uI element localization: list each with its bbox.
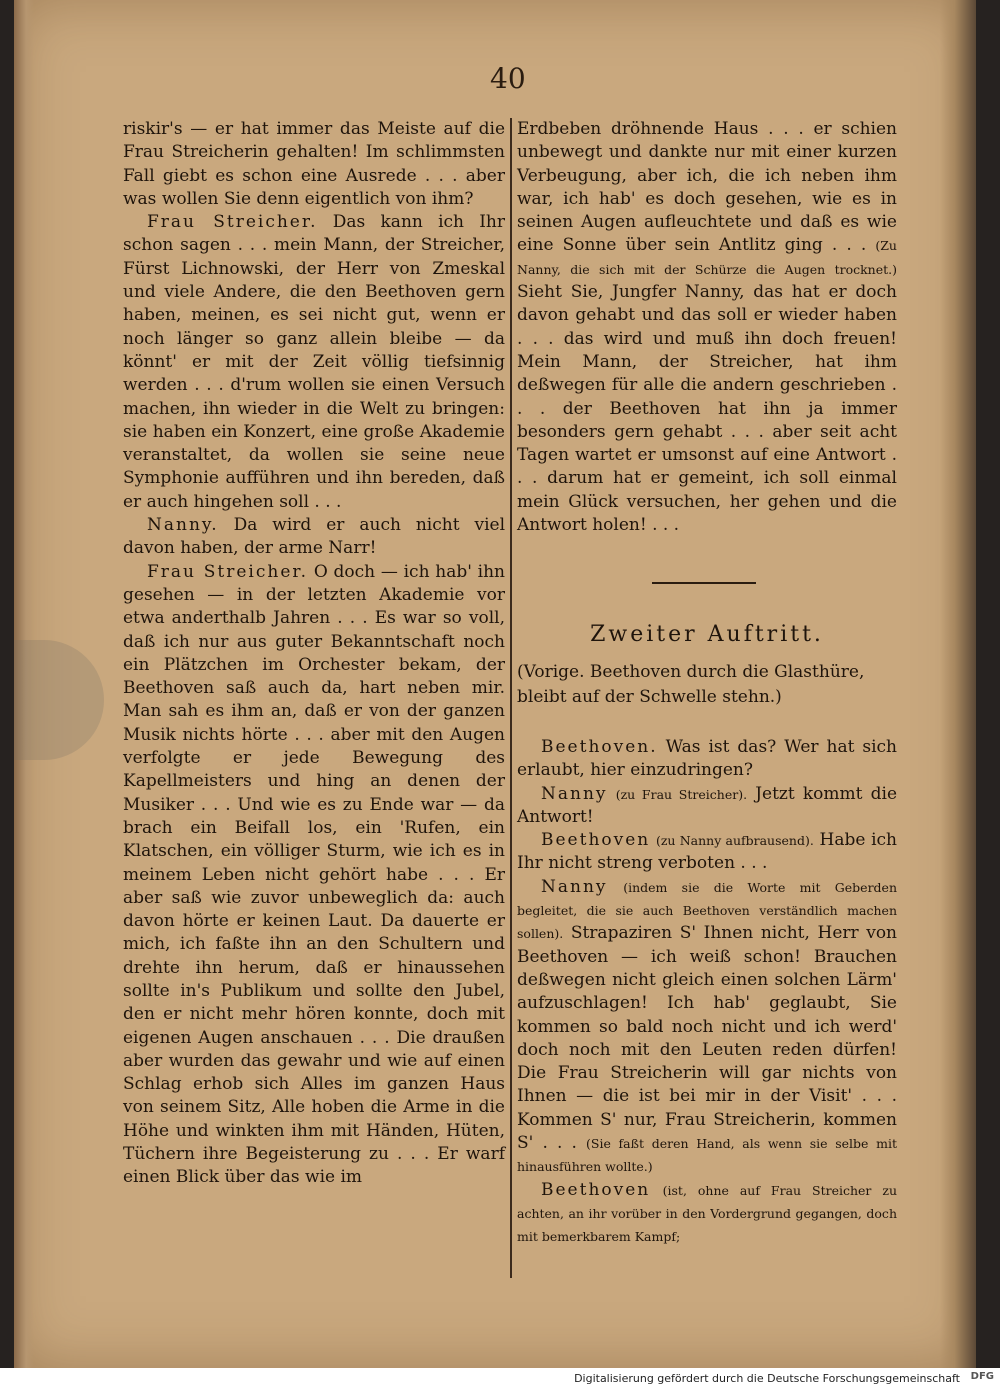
section-rule: [652, 582, 756, 584]
speaker-name: Beethoven: [541, 830, 651, 851]
stage-direction: (zu Frau Streicher).: [615, 786, 748, 802]
paragraph: [517, 783, 897, 830]
stage-direction: (indem sie die Worte mit Geberden begleitet, die sie auch Beethoven verständlich machen sollen).: [517, 879, 897, 942]
paragraph-text: Das kann ich Ihr schon sagen . . . mein Mann, der Streicher, Fürst Lichnowski, der Herr von Zmeskal und viele Andere, die den Beethoven gern haben, meinen, es sei nicht gut, wenn er noch länger so ganz allein bleibe — da könnt' er mit der Zeit völlig tiefsinnig werden . . . d'rum wollen sie einen Versuch machen, ihn wieder in die Welt zu bringen: sie haben ein Konzert, eine große Akademie veranstaltet, da wollen sie seine neue Symphonie aufführen und ihn bereden, daß er auch hingehen soll . . .: [123, 212, 505, 512]
paragraph-text: riskir's — er hat immer das Meiste auf die Frau Streicherin gehalten! Im schlimmsten Fall giebt es schon eine Ausrede . . . aber was wollen Sie denn eigentlich von ihm?: [123, 119, 505, 209]
paragraph-text: Jetzt kommt die Antwort!: [517, 783, 898, 827]
paragraph: [517, 736, 897, 783]
speaker-name: Beethoven.: [541, 737, 658, 757]
right-column-bottom: [517, 736, 897, 1249]
paragraph-text: O doch — ich hab' ihn gesehen — in der letzten Akademie vor etwa anderthalb Jahren . . . Es war so voll, daß ich nur aus guter Bekanntschaft noch ein Plätzchen im Orchester bekam, der Beethoven saß auch da, hart neben mir. Man sah es ihm an, daß er von der ganzen Musik nichts hörte . . . aber mit den Augen verfolgte er jede Bewegung des Kapellmeisters und hing an denen der Musiker . . . Und wie es zu Ende war — da brach ein Beifall los, ein 'Rufen, ein Klatschen, ein völliger Sturm, wie ich es in meinem Leben nicht gehört habe . . . Er aber saß wie zuvor unbeweglich da: auch davon hörte er keinen Laut. Da dauerte er mich, ich faßte ihn an den Schultern und drehte ihn herum, daß er hinaussehen sollte in's Publikum und sollte den Jubel, den er nicht mehr hören konnte, doch mit eigenen Augen anschauen . . . Die draußen aber wurden das gewahr und wie auf einen Schlag erhob sich Alles im ganzen Haus von seinem Sitz, Alle hoben die Arme in die Höhe und winkten ihm mit Händen, Hüten, Tüchern ihre Begeisterung zu . . . Er warf einen Blick über das wie im: [123, 561, 505, 1188]
paragraph-text: Strapaziren S' Ihnen nicht, Herr von Beethoven — ich weiß schon! Brauchen deßwegen nicht gleich einen solchen Lärm' aufzuschlagen! Ich hab' geglaubt, Sie kommen so bald noch nicht und ich werd' doch noch mit den Leuten reden dürfen! Die Frau Streicherin will gar nichts von Ihnen — die ist bei mir in der Visit' . . . Kommen S' nur, Frau Streicherin, kommen S' . . .: [517, 923, 898, 1154]
paragraph: [123, 118, 505, 211]
paragraph-text: Sieht Sie, Jungfer Nanny, das hat er doch davon gehabt und das soll er wieder haben . . . das wird und muß ihn doch freuen! Mein Mann, der Streicher, hat ihm deßwegen für alle die andern geschrieben . . . der Beethoven hat ihn ja immer besonders gern gehabt . . . aber seit acht Tagen wartet er umsonst auf eine Antwort . . . darum hat er gemeint, ich soll einmal mein Glück versuchen, her gehen und die Antwort holen! . . .: [517, 282, 897, 536]
paragraph-text: Da wird er auch nicht viel davon haben, der arme Narr!: [123, 515, 506, 559]
footer-text: Digitalisierung gefördert durch die Deutsche Forschungsgemeinschaft: [574, 1372, 960, 1385]
stage-direction: (ist, ohne auf Frau Streicher zu achten, an ihr vorüber in den Vordergrund gegangen, doch mit bemerkbarem Kampf;: [517, 1182, 897, 1245]
left-column: [123, 118, 505, 1190]
scene-direction: (Vorige. Beethoven durch die Glasthüre, bleibt auf der Schwelle stehn.): [517, 662, 865, 707]
stage-direction: (zu Nanny aufbrausend).: [655, 833, 814, 849]
paragraph: [123, 211, 505, 514]
paragraph: [517, 118, 897, 537]
dfg-logo: DFG: [970, 1371, 994, 1382]
speaker-name: Nanny: [541, 783, 608, 804]
page-number: 40: [490, 62, 526, 95]
right-column-top: [517, 118, 897, 537]
column-divider: [510, 118, 512, 1278]
paragraph-text: Was ist das? Wer hat sich erlaubt, hier einzudringen?: [517, 737, 898, 781]
paragraph-text: Habe ich Ihr nicht streng verboten . . .: [517, 830, 898, 874]
paragraph: [123, 514, 505, 561]
speaker-name: Frau Streicher.: [147, 212, 318, 233]
page-edge-right: [940, 0, 976, 1368]
footer-bar: [0, 1368, 1000, 1391]
paragraph: [517, 876, 897, 1179]
speaker-name: Nanny: [541, 876, 608, 897]
paragraph: [517, 1179, 897, 1249]
paragraph-text: Erdbeben dröhnende Haus . . . er schien unbewegt und dankte nur mit einer kurzen Verbeugung, aber ich, die ich neben ihm war, ich hab' es doch gesehen, wie es in seinen Augen aufleuchtete und daß es wie eine Sonne über sein Antlitz ging . . .: [517, 119, 897, 256]
scene-title: Zweiter Auftritt.: [590, 622, 824, 647]
stage-direction: (Sie faßt deren Hand, als wenn sie selbe mit hinausführen wollte.): [517, 1136, 898, 1175]
paragraph: [517, 829, 897, 876]
stage-direction: (Zu Nanny, die sich mit der Schürze die Augen trocknet.): [517, 238, 897, 277]
speaker-name: Nanny.: [147, 515, 219, 536]
speaker-name: Beethoven: [541, 1179, 651, 1200]
speaker-name: Frau Streicher.: [147, 561, 309, 582]
paragraph: [123, 561, 505, 1190]
